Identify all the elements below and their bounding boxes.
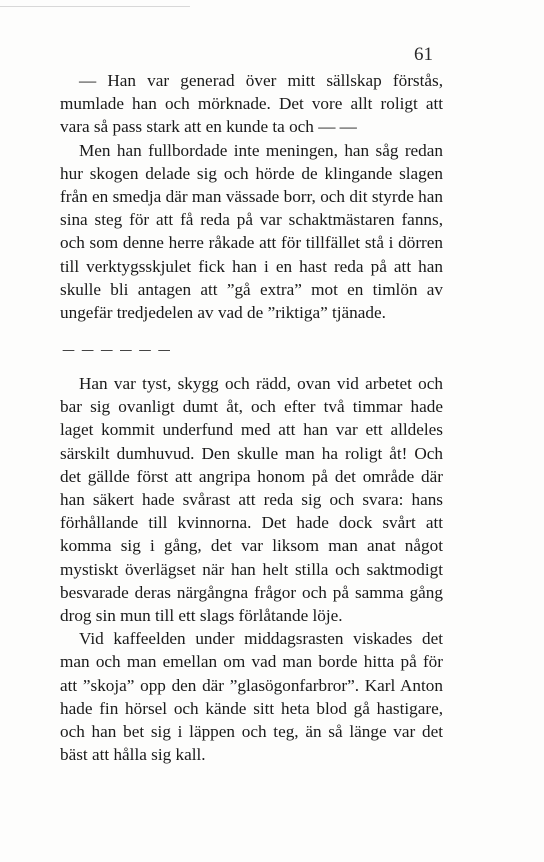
paragraph: Vid kaffeelden under middagsrasten viskades det man och man emellan om vad man borde hitta på för att ”skoja” opp den där ”glasögonfarbror”. Karl Anton hade fin hörsel och kände sitt heta blod gå hastigare, och han bet sig i läppen och teg, än så länge var det bäst att hålla sig kall. <box>60 629 443 765</box>
paragraph: — Han var generad över mitt sällskap förstås, mumlade han och mörknade. Det vore allt roligt att vara så pass stark att en kunde ta och — — <box>60 71 443 137</box>
paragraph: Han var tyst, skygg och rädd, ovan vid arbetet och bar sig ovanligt dumt åt, och efter två timmar hade laget kommit underfund med att han var ett alldeles särskilt dumhuvud. Den skulle man ha roligt åt! Och det gällde först att angripa honom på det område där han säkert hade svårast att reda sig och svara: hans förhållande till kvinnorna. Det hade dock svårt att komma sig i gång, det var liksom man anat något mystiskt överlägset när han helt stilla och saktmodigt besvarade deras närgångna frågor och på samma gång drog sin mun till ett slags förlåtande löje. <box>60 374 443 626</box>
section-separator: — — — — — — <box>62 343 172 358</box>
top-edge-rule <box>0 6 190 7</box>
text-section-1 <box>60 69 443 324</box>
paragraph: Men han fullbordade inte meningen, han såg redan hur skogen delade sig och hörde de klingande slagen från en smedja där man vässade borr, och dit styrde han sina steg för att få reda på var schaktmästaren fanns, och som denne herre råkade att för tillfället stå i dörren till verktygsskjulet fick han i en hast reda på att han skulle bli antagen att ”gå extra” mot en timlön av ungefär tredjedelen av vad de ”riktiga” tjänade. <box>60 140 443 323</box>
text-section-2 <box>60 372 443 766</box>
page-number: 61 <box>414 44 433 65</box>
